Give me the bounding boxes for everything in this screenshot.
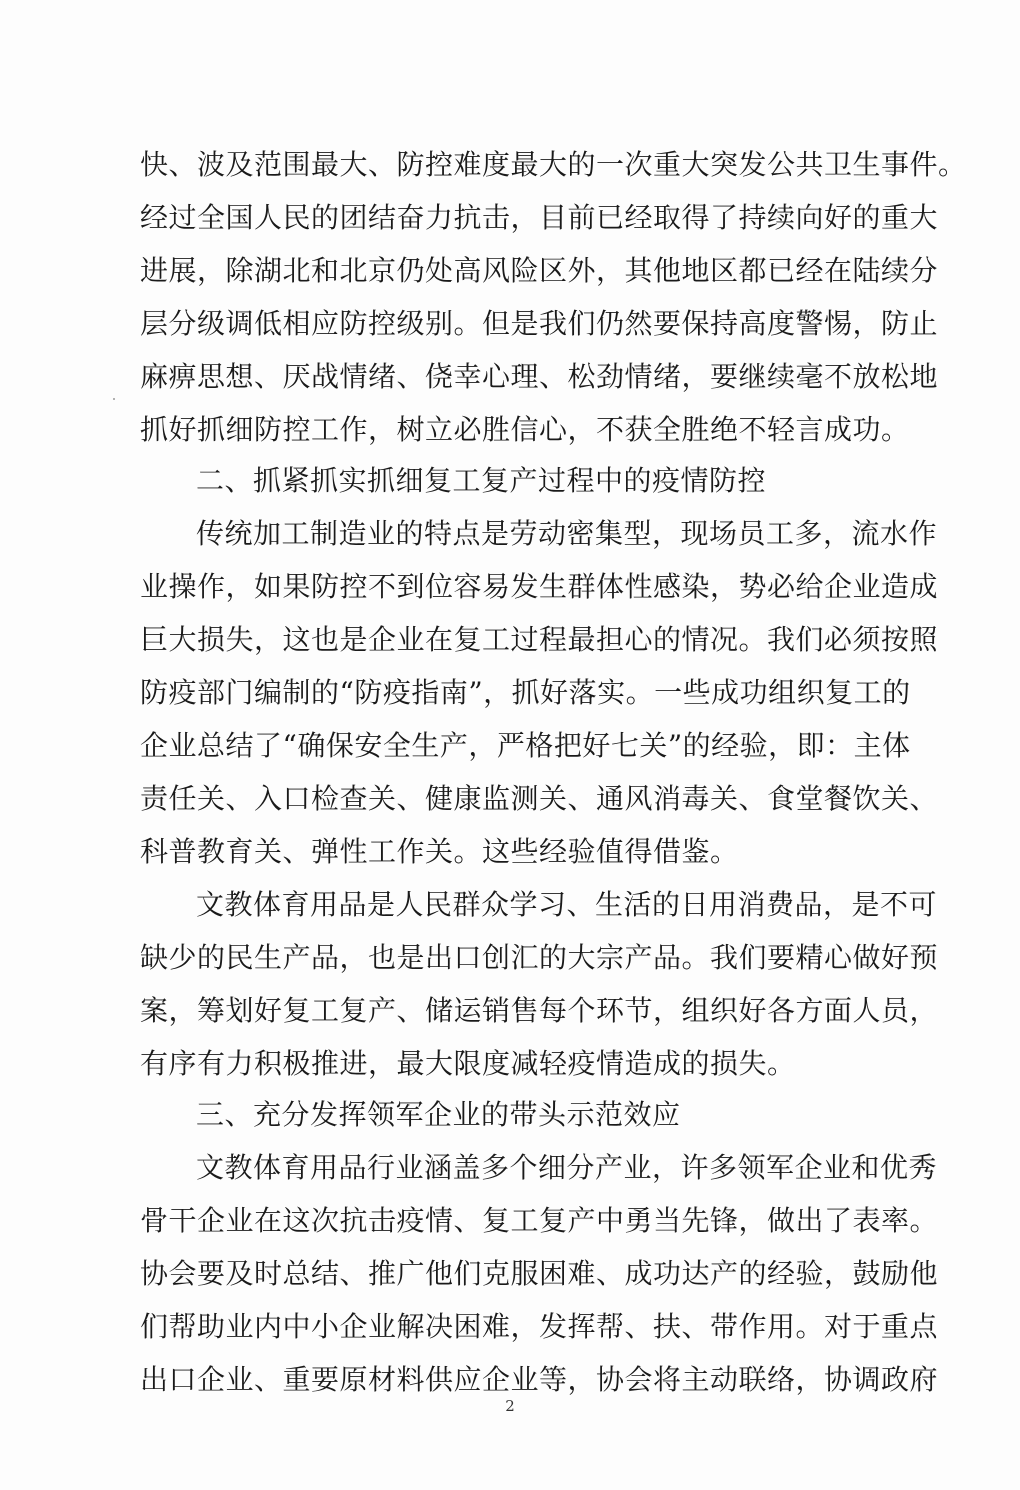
body-line-17: 案，筹划好复工复产、储运销售每个环节，组织好各方面人员， <box>140 994 939 1027</box>
body-line-21: 骨干企业在这次抗击疫情、复工复产中勇当先锋，做出了表率。 <box>140 1204 939 1237</box>
body-line-6: 抓好抓细防控工作，树立必胜信心，不获全胜绝不轻言成功。 <box>140 413 910 446</box>
body-line-23: 们帮助业内中小企业解决困难，发挥帮、扶、带作用。对于重点 <box>140 1310 939 1343</box>
section-heading-2: 二、抓紧抓实抓细复工复产过程中的疫情防控 <box>196 464 767 497</box>
body-line-5: 麻痹思想、厌战情绪、侥幸心理、松劲情绪，要继续毫不放松地 <box>140 360 939 393</box>
body-line-1: 快、波及范围最大、防控难度最大的一次重大突发公共卫生事件。 <box>140 148 967 181</box>
body-line-12: 企业总结了“确保安全生产，严格把好七关”的经验，即：主体 <box>140 729 911 762</box>
body-line-22: 协会要及时总结、推广他们克服困难、成功达产的经验，鼓励他 <box>140 1257 939 1290</box>
body-line-24: 出口企业、重要原材料供应企业等，协会将主动联络，协调政府 <box>140 1363 939 1396</box>
body-line-8: 传统加工制造业的特点是劳动密集型，现场员工多，流水作 <box>196 517 938 550</box>
body-line-4: 层分级调低相应防控级别。但是我们仍然要保持高度警惕，防止 <box>140 307 939 340</box>
body-line-13: 责任关、入口检查关、健康监测关、通风消毒关、食堂餐饮关、 <box>140 782 939 815</box>
body-line-20: 文教体育用品行业涵盖多个细分产业，许多领军企业和优秀 <box>196 1151 938 1184</box>
body-line-15: 文教体育用品是人民群众学习、生活的日用消费品，是不可 <box>196 888 938 921</box>
scan-speck <box>113 398 115 400</box>
body-line-3: 进展，除湖北和北京仍处高风险区外，其他地区都已经在陆续分 <box>140 254 939 287</box>
body-line-9: 业操作，如果防控不到位容易发生群体性感染，势必给企业造成 <box>140 570 939 603</box>
body-line-18: 有序有力积极推进，最大限度减轻疫情造成的损失。 <box>140 1047 796 1080</box>
body-line-10: 巨大损失，这也是企业在复工过程最担心的情况。我们必须按照 <box>140 623 939 656</box>
section-heading-3: 三、充分发挥领军企业的带头示范效应 <box>196 1098 681 1131</box>
body-line-14: 科普教育关、弹性工作关。这些经验值得借鉴。 <box>140 835 739 868</box>
body-line-2: 经过全国人民的团结奋力抗击，目前已经取得了持续向好的重大 <box>140 201 939 234</box>
page-number: 2 <box>505 1397 515 1415</box>
body-line-16: 缺少的民生产品，也是出口创汇的大宗产品。我们要精心做好预 <box>140 941 939 974</box>
body-line-11: 防疫部门编制的“防疫指南”，抓好落实。一些成功组织复工的 <box>140 676 911 709</box>
